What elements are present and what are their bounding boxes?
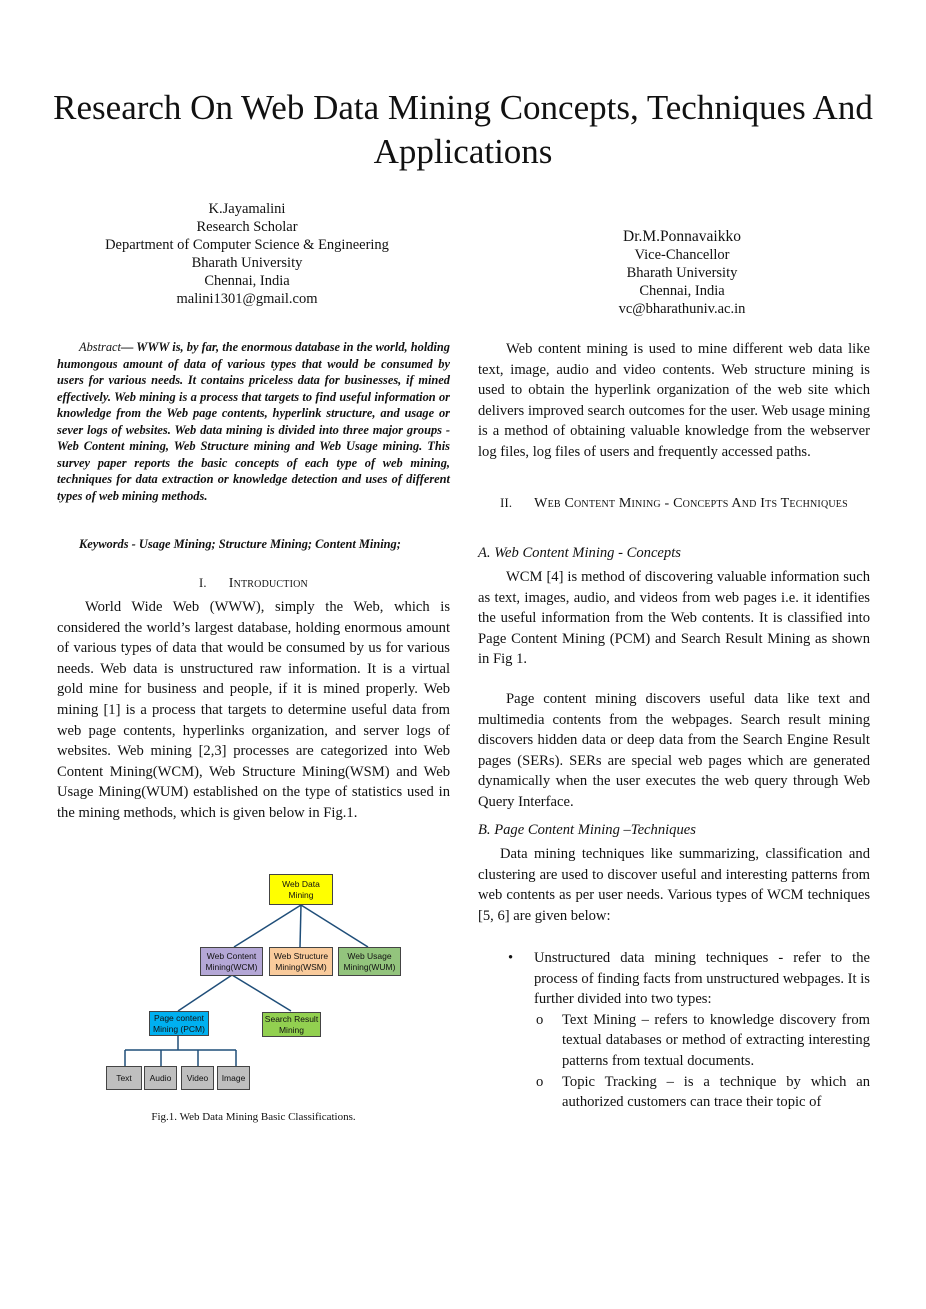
right-intro-text: Web content mining is used to mine different web data like text, image, audio and video contents. Web structure mining is used to obtain the hyperlink organization of the web site which delivers improved search outcomes for the user. Web usage mining is a method of obtaining valuable knowledge from the webserver log files, log files of users and frequently accessed paths. — [478, 341, 870, 460]
keywords: Keywords - Usage Mining; Structure Mining; Content Mining; — [79, 537, 401, 551]
techniques-list — [478, 948, 870, 1113]
node-pcm: Page content Mining (PCM) — [149, 1011, 209, 1036]
author-role: Vice-Chancellor — [634, 247, 730, 263]
author-city: Chennai, India — [639, 283, 725, 299]
para-b-text: Data mining techniques like summarizing, classification and clustering are used to discover useful and interesting patterns from web contents as per user needs. Various types of WCM techniques [5, 6] are given below: — [478, 846, 870, 924]
list-item — [478, 1010, 870, 1072]
connector-line — [178, 975, 232, 1011]
subsection-b-paragraph — [478, 844, 870, 926]
figure-caption: Fig.1. Web Data Mining Basic Classifications. — [151, 1111, 356, 1123]
connector-line — [301, 905, 368, 947]
section-number: I. — [199, 576, 207, 590]
author-email: vc@bharathuniv.ac.in — [618, 301, 746, 317]
node-video: Video — [181, 1066, 214, 1090]
node-search-result-mining: Search Result Mining — [262, 1012, 321, 1037]
section-title: Introduction — [228, 576, 308, 591]
node-text: Text — [106, 1066, 142, 1090]
node-wum: Web Usage Mining(WUM) — [338, 947, 401, 976]
list-item — [478, 948, 870, 1010]
list-item-text: Topic Tracking – is a technique by which an authorized customers can trace their topic of — [562, 1073, 870, 1111]
author-block-2 — [495, 227, 869, 318]
author-city: Chennai, India — [204, 273, 290, 289]
intro-paragraph — [57, 597, 450, 824]
connector-line — [234, 905, 301, 947]
author-dept: Department of Computer Science & Engineering — [105, 237, 389, 253]
abstract-text: — WWW is, by far, the enormous database in the world, holding humongous amount of data of various types that would be consumed by users for various needs. It contains priceless data for businesses, if mined effectively. Web mining is a process that targets to find useful information or knowledge from the Web page contents, hyperlink structure, and usage or sever logs of websites. Web data mining is divided into three major groups - Web Content mining, Web Structure mining and Web Usage mining. This survey paper reports the basic concepts of each type of web mining, techniques for data extraction or knowledge detection and uses of different types of web mining methods. — [57, 340, 450, 503]
author-name: K.Jayamalini — [208, 201, 286, 217]
para-a-text: WCM [4] is method of discovering valuable information such as text, images, audio, and videos from web pages i.e. it identifies the useful information from the Web contents. It is classified into Page Content Mining (PCM) and Search Result Mining as shown in Fig 1. — [478, 569, 870, 668]
para-a2-text: Page content mining discovers useful data like text and multimedia contents from the webpages. Search result mining discovers hidden data or deep data from the Search Engine Result pages (SERs). SERs are special web pages which are generated dynamically when the user executes the web query through Web Query Interface. — [478, 691, 870, 810]
paper-title: Research On Web Data Mining Concepts, Techniques And Applications — [53, 88, 873, 171]
list-item-text: Text Mining – refers to knowledge discovery from textual databases or method of extracting interesting patterns from textual documents. — [562, 1011, 870, 1069]
author-university: Bharath University — [191, 255, 303, 271]
sub-bullet-icon: o — [536, 1011, 544, 1028]
author-role: Research Scholar — [196, 219, 298, 235]
right-intro — [478, 339, 870, 463]
author-block-1 — [60, 200, 434, 308]
node-wsm: Web Structure Mining(WSM) — [269, 947, 333, 976]
abstract-label: Abstract — [79, 340, 121, 354]
section-title: Web Content Mining - Concepts And Its Techniques — [534, 496, 848, 511]
list-item — [478, 1072, 870, 1113]
author-email: malini1301@gmail.com — [176, 291, 318, 307]
author-name: Dr.M.Ponnavaikko — [623, 228, 741, 245]
subsection-b-heading: B. Page Content Mining –Techniques — [478, 822, 696, 838]
node-web-data-mining: Web Data Mining — [269, 874, 333, 905]
figure-1 — [104, 860, 424, 1096]
section-number: II. — [500, 496, 513, 510]
section-1-heading — [57, 575, 450, 592]
bullet-icon: • — [508, 950, 514, 966]
subsection-a-heading: A. Web Content Mining - Concepts — [478, 545, 681, 561]
subsection-a-paragraph — [478, 567, 870, 670]
figure-connectors — [104, 860, 424, 1096]
sub-bullet-icon: o — [536, 1073, 544, 1090]
connector-line — [300, 905, 301, 947]
author-university: Bharath University — [626, 265, 738, 281]
abstract — [57, 339, 450, 504]
list-item-text: Unstructured data mining techniques - refer to the process of finding facts from unstructured webpages. It is further divided into two types: — [534, 950, 870, 1008]
subsection-a-paragraph-2 — [478, 689, 870, 813]
section-2-heading — [478, 495, 870, 512]
intro-text: World Wide Web (WWW), simply the Web, which is considered the world’s largest database, holding enormous amount of various types of data that would be consumed by us for various needs. Web data is unstructured raw information. It is a virtual gold mine for business and people, if it is mined properly. Web mining [1] is a process that targets to determine useful data from web page contents, hyperlinks organization, and server logs of websites. Web mining [2,3] processes are categorized into Web Content Mining(WCM), Web Structure Mining(WSM) and Web Usage Mining(WUM) established on the type of statistics used in the mining methods, which is given below in Fig.1. — [57, 599, 450, 821]
connector-line — [232, 975, 291, 1011]
node-image: Image — [217, 1066, 250, 1090]
node-wcm: Web Content Mining(WCM) — [200, 947, 263, 976]
node-audio: Audio — [144, 1066, 177, 1090]
